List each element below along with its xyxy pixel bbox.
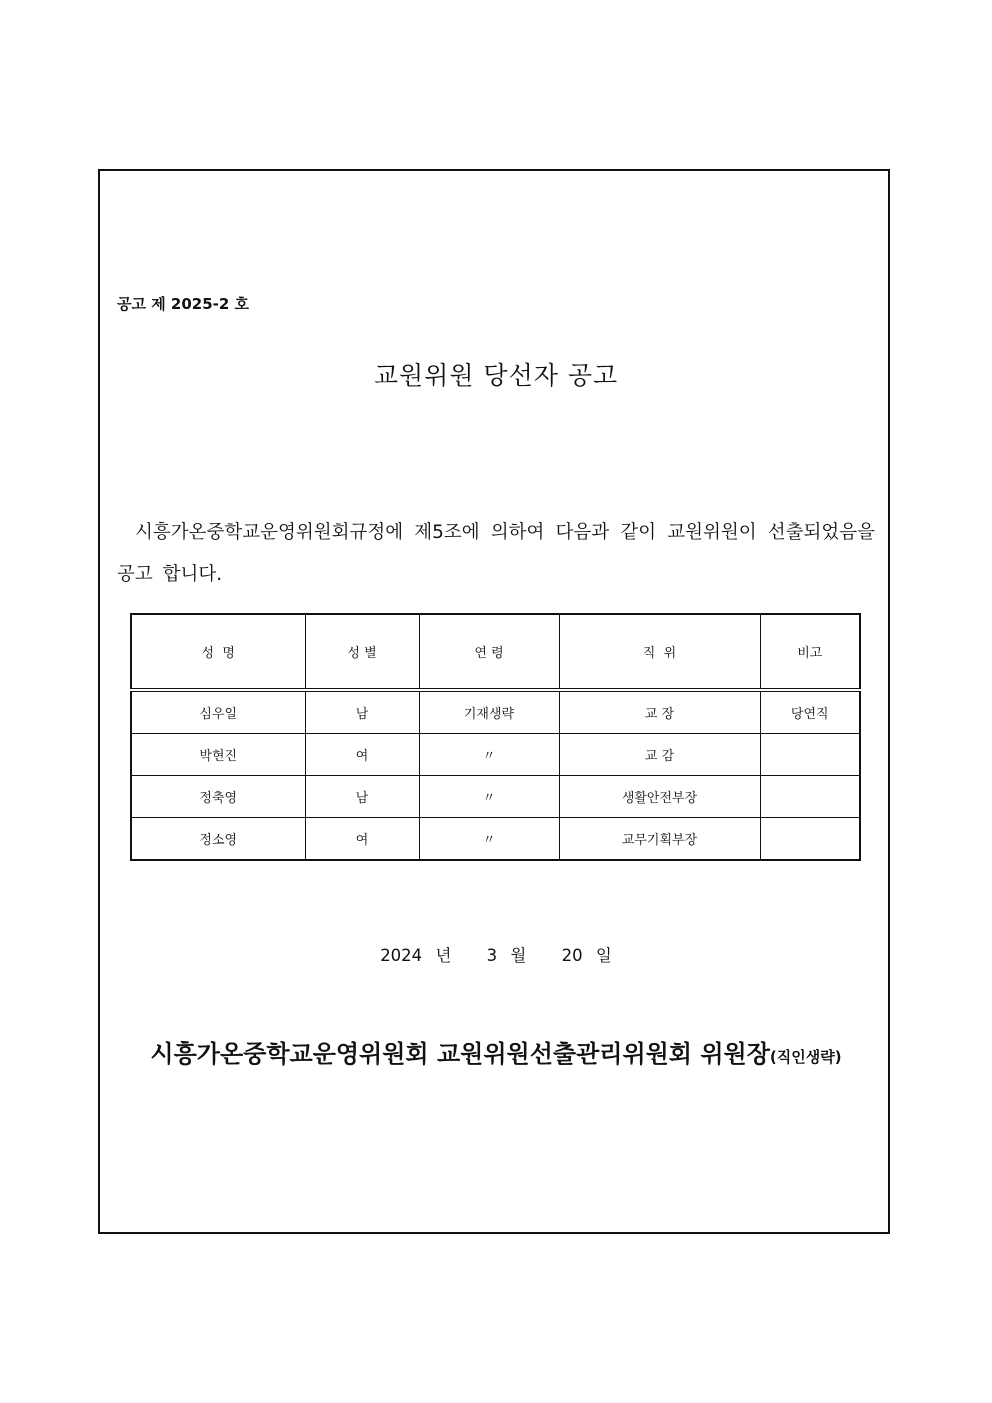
cell-age: 〃 xyxy=(419,776,559,818)
table-row xyxy=(131,776,860,818)
cell-note: 당연직 xyxy=(760,690,860,734)
header-name: 성 명 xyxy=(131,614,305,690)
cell-gender: 남 xyxy=(305,776,419,818)
table-header-row xyxy=(131,614,860,690)
date-month-unit: 월 xyxy=(510,946,527,965)
date-year-unit: 년 xyxy=(435,946,452,965)
cell-position: 교무기획부장 xyxy=(559,818,760,861)
cell-gender: 여 xyxy=(305,734,419,776)
body-paragraph xyxy=(117,512,875,596)
notice-date xyxy=(0,942,992,966)
table-row xyxy=(131,690,860,734)
cell-name: 심우일 xyxy=(131,690,305,734)
cell-note xyxy=(760,776,860,818)
signature-title: 시흥가온중학교운영위원회 교원위원선출관리위원회 위원장 xyxy=(150,1040,770,1068)
header-note: 비고 xyxy=(760,614,860,690)
seal-omitted-note: (직인생략) xyxy=(769,1048,842,1066)
cell-age: 〃 xyxy=(419,734,559,776)
document-title: 교원위원 당선자 공고 xyxy=(373,361,619,390)
cell-name: 박현진 xyxy=(131,734,305,776)
cell-name: 정축영 xyxy=(131,776,305,818)
cell-position: 교 감 xyxy=(559,734,760,776)
cell-age: 기재생략 xyxy=(419,690,559,734)
cell-position: 교 장 xyxy=(559,690,760,734)
cell-name: 정소영 xyxy=(131,818,305,861)
table-row xyxy=(131,818,860,861)
cell-note xyxy=(760,818,860,861)
header-position: 직 위 xyxy=(559,614,760,690)
cell-age: 〃 xyxy=(419,818,559,861)
date-year: 2024 xyxy=(380,946,423,965)
date-day-unit: 일 xyxy=(595,946,612,965)
notice-number: 공고 제 2025-2 호 xyxy=(117,295,250,313)
cell-note xyxy=(760,734,860,776)
body-text: 시흥가온중학교운영위원회규정에 제5조에 의하여 다음과 같이 교원위원이 선출되었음을 공고 합니다. xyxy=(117,522,875,585)
header-gender: 성 별 xyxy=(305,614,419,690)
date-day: 20 xyxy=(561,946,583,965)
table-row xyxy=(131,734,860,776)
header-age: 연 령 xyxy=(419,614,559,690)
signature-line xyxy=(0,1034,992,1069)
cell-gender: 남 xyxy=(305,690,419,734)
date-month: 3 xyxy=(486,946,498,965)
winners-table xyxy=(130,613,861,861)
cell-position: 생활안전부장 xyxy=(559,776,760,818)
cell-gender: 여 xyxy=(305,818,419,861)
